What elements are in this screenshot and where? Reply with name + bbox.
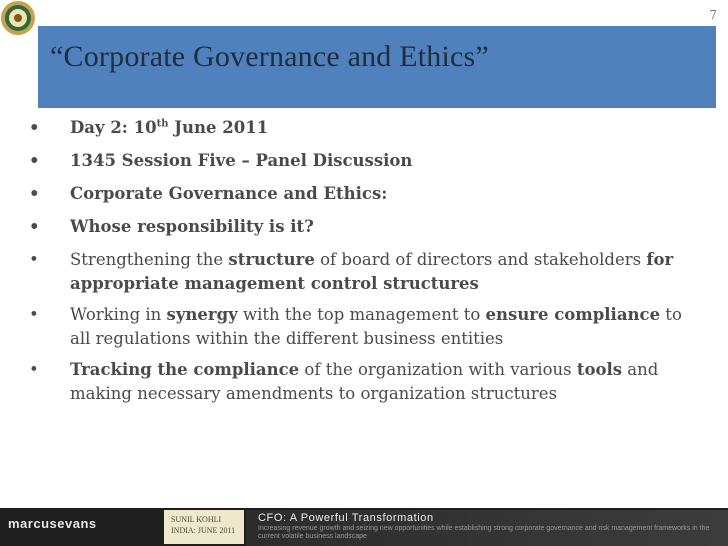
bullet-session: • 1345 Session Five – Panel Discussion (26, 149, 706, 173)
bullet-date: • Day 2: 10th June 2011 (26, 116, 706, 140)
presenter-name: SUNIL KOHLI (171, 515, 222, 524)
bullet-question: • Whose responsibility is it? (26, 215, 706, 239)
bullet-marker: • (29, 151, 40, 170)
bullet-marker: • (29, 250, 39, 269)
bullet-structure: • Strengthening the structure of board of directors and stakeholders for appropriate management control structures (29, 250, 674, 293)
bullet-marker: • (29, 360, 39, 379)
bullet-topic: • Corporate Governance and Ethics: (26, 182, 706, 206)
page-number: 7 (709, 8, 717, 22)
slide-title: “Corporate Governance and Ethics” (50, 40, 489, 73)
bullet-marker: • (29, 305, 39, 324)
event-title: CFO: A Powerful Transformation (258, 512, 434, 524)
presenter-date: INDIA: JUNE 2011 (171, 526, 236, 535)
presenter-box (164, 510, 244, 544)
bullet-marker: • (29, 184, 40, 203)
bullet-tracking: • Tracking the compliance of the organization with various tools and making necessary amendments to organization structures (29, 360, 659, 403)
bullet-marker: • (29, 118, 40, 137)
bullet-list (26, 116, 706, 413)
bullet-marker: • (29, 217, 40, 236)
brand-logo: marcusevans (8, 516, 97, 531)
bullet-synergy: • Working in synergy with the top management to ensure compliance to all regulations within the different business entities (29, 305, 682, 348)
seal-logo (0, 0, 40, 40)
event-description: Increasing revenue growth and seizing new opportunities while establishing strong corporate governance and risk management frameworks in the current volatile business landscape (258, 525, 710, 540)
